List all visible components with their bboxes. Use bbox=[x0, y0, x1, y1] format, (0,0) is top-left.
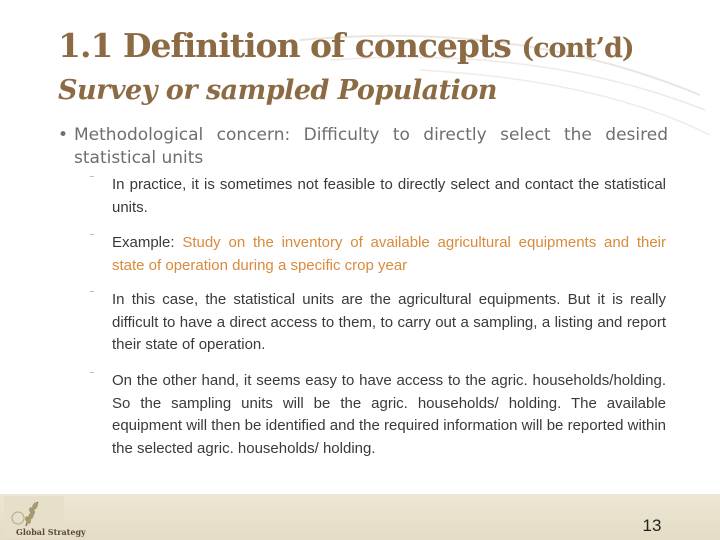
sub-bullet-1-text: In practice, it is sometimes not feasible to directly select and contact the statistical units. bbox=[112, 176, 666, 216]
sub-bullet-marker: ‾ bbox=[90, 372, 94, 384]
main-bullet bbox=[58, 124, 668, 170]
slide-subtitle: Survey or sampled Population bbox=[58, 75, 498, 106]
logo-caption: Global Strategy bbox=[16, 527, 86, 537]
sub-bullet-1 bbox=[90, 174, 666, 219]
sub-bullet-4-text: On the other hand, it seems easy to have access to the agric. households/holding. So the sampling units will be the agric. households/ holding. The available equipment will then be identified and the required information will be reported within the selected agric. households/ holding. bbox=[112, 372, 666, 457]
main-bullet-text: Methodological concern: Difficulty to directly select the desired statistical units bbox=[74, 125, 668, 168]
example-label: Example: bbox=[112, 234, 183, 251]
slide-title-main: 1.1 Definition of concepts bbox=[58, 26, 511, 65]
footer-band bbox=[0, 494, 720, 540]
sub-bullet-2-body bbox=[90, 232, 666, 277]
slide-title bbox=[58, 24, 634, 71]
sub-bullet-3-text: In this case, the statistical units are the agricultural equipments. But it is really difficult to have a direct access to them, to carry out a sampling, a listing and report their state of operation. bbox=[112, 291, 666, 353]
page-number: 13 bbox=[642, 516, 662, 535]
bullet-marker: • bbox=[58, 125, 69, 145]
sub-bullet-2 bbox=[90, 232, 666, 277]
example-text: Study on the inventory of available agricultural equipments and their state of operation during a specific crop year bbox=[112, 234, 667, 274]
sub-bullet-marker: ‾ bbox=[90, 176, 94, 188]
sub-bullet-marker: ‾ bbox=[90, 234, 94, 246]
slide-title-suffix: (cont’d) bbox=[521, 33, 634, 64]
sub-bullet-4 bbox=[90, 370, 666, 460]
sub-bullet-marker: ‾ bbox=[90, 291, 94, 303]
sub-bullet-3 bbox=[90, 289, 666, 357]
